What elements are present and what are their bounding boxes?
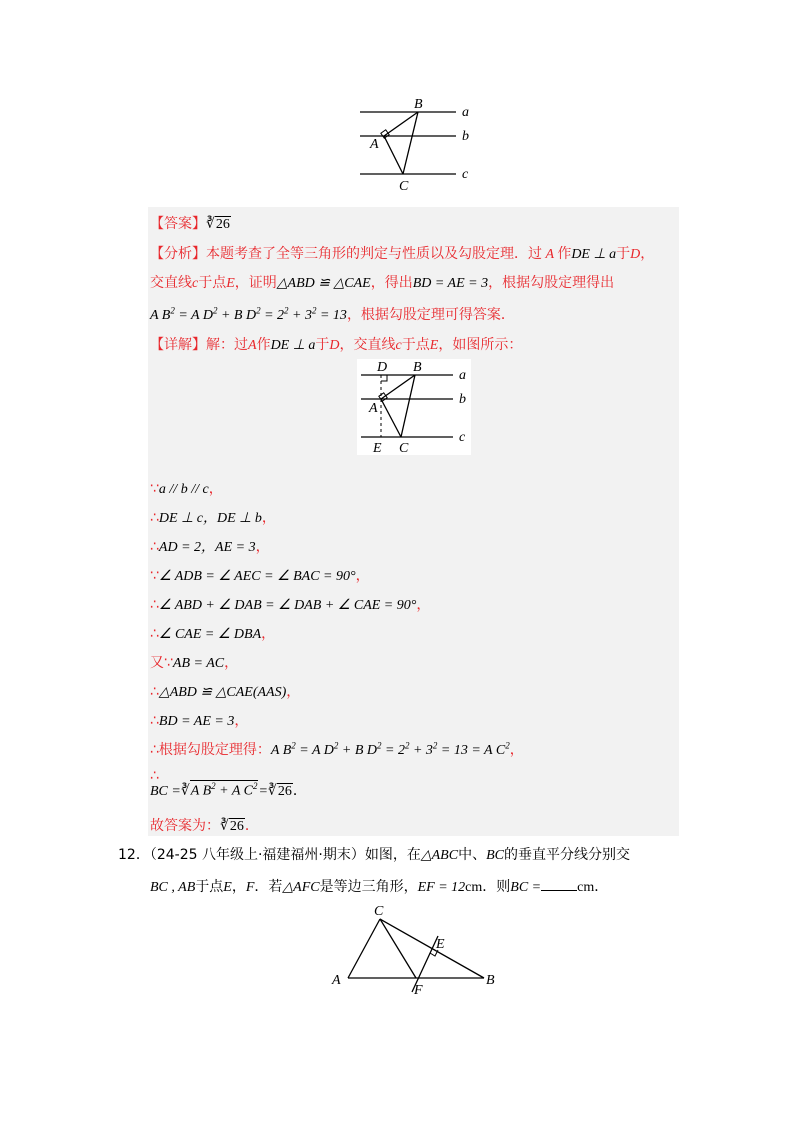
label-b: b xyxy=(459,392,466,407)
analysis-line-1: 【分析】本题考查了全等三角形的判定与性质以及勾股定理．过 A 作DE ⊥ a于D， xyxy=(150,246,655,262)
step-8: ∴△ABD ≌ △CAE(AAS)， xyxy=(150,684,301,700)
label-F: F xyxy=(414,983,423,998)
label-a: a xyxy=(459,368,466,383)
final-answer: 故答案为：∛26． xyxy=(150,818,259,834)
step-5: ∴∠ ABD + ∠ DAB = ∠ DAB + ∠ CAE = 90°， xyxy=(150,597,431,613)
figure-triangle-abc xyxy=(326,902,506,998)
step-11-expr: BC =∛A $B^2 + A$ $C^2=∛26$． xyxy=(150,781,307,799)
question-12-line-2: BC , AB于点E，F．若△AFC是等边三角形，EF = 12cm．则BC = cm． xyxy=(150,876,608,896)
step-11: ∴ xyxy=(150,768,159,784)
answer-line: 【答案】∛26 xyxy=(150,216,230,232)
analysis-line-3: A $B^2 = A$ $D^2 + B$ $D^2 = 2^2 + 3^2 = 13$，根据勾股定理可得答案． xyxy=(150,305,515,323)
label-A: A xyxy=(332,973,341,988)
analysis-line-2: 交直线c于点E，证明△ABD ≌ △CAE，得出BD = AE = 3，根据勾股定理得出 xyxy=(150,275,615,291)
detail-intro: 【详解】解：过A作DE ⊥ a于D，交直线c于点E，如图所示： xyxy=(150,337,523,353)
label-b: b xyxy=(462,129,469,144)
step-10: ∴根据勾股定理得：A $B^2 = A$ $D^2 + B$ $D^2 = 2^2 + 3^2 = 13 = A$ $C^2$， xyxy=(150,740,524,758)
question-12-line-1: 12．（24-25 八年级上·福建福州·期末）如图，在△ABC中、BC的垂直平分线分别交 xyxy=(118,847,630,863)
label-A: A xyxy=(370,137,379,152)
step-7: 又∵AB = AC， xyxy=(150,655,239,671)
label-E: E xyxy=(373,441,382,455)
step-9: ∴BD = AE = 3， xyxy=(150,713,249,729)
label-c: c xyxy=(459,430,466,445)
step-3: ∴AD = 2，AE = 3， xyxy=(150,539,270,555)
label-D: D xyxy=(377,360,388,375)
label-C: C xyxy=(374,904,384,919)
step-2: ∴DE ⊥ c，DE ⊥ b， xyxy=(150,510,276,526)
label-C: C xyxy=(399,179,409,194)
label-C: C xyxy=(399,441,409,455)
label-c: c xyxy=(462,167,469,182)
step-6: ∴∠ CAE = ∠ DBA， xyxy=(150,626,276,642)
label-B: B xyxy=(486,973,495,988)
answer-blank[interactable] xyxy=(541,876,577,891)
step-1: ∵a // b // c， xyxy=(150,481,223,497)
figure-parallel-lines xyxy=(356,94,476,194)
label-B: B xyxy=(413,360,422,375)
label-B: B xyxy=(414,97,423,112)
figure-parallel-lines-construction xyxy=(357,359,471,455)
label-A: A xyxy=(369,401,378,416)
step-4: ∵∠ ADB = ∠ AEC = ∠ BAC = 90°， xyxy=(150,568,370,584)
label-a: a xyxy=(462,105,469,120)
label-E: E xyxy=(436,937,445,952)
